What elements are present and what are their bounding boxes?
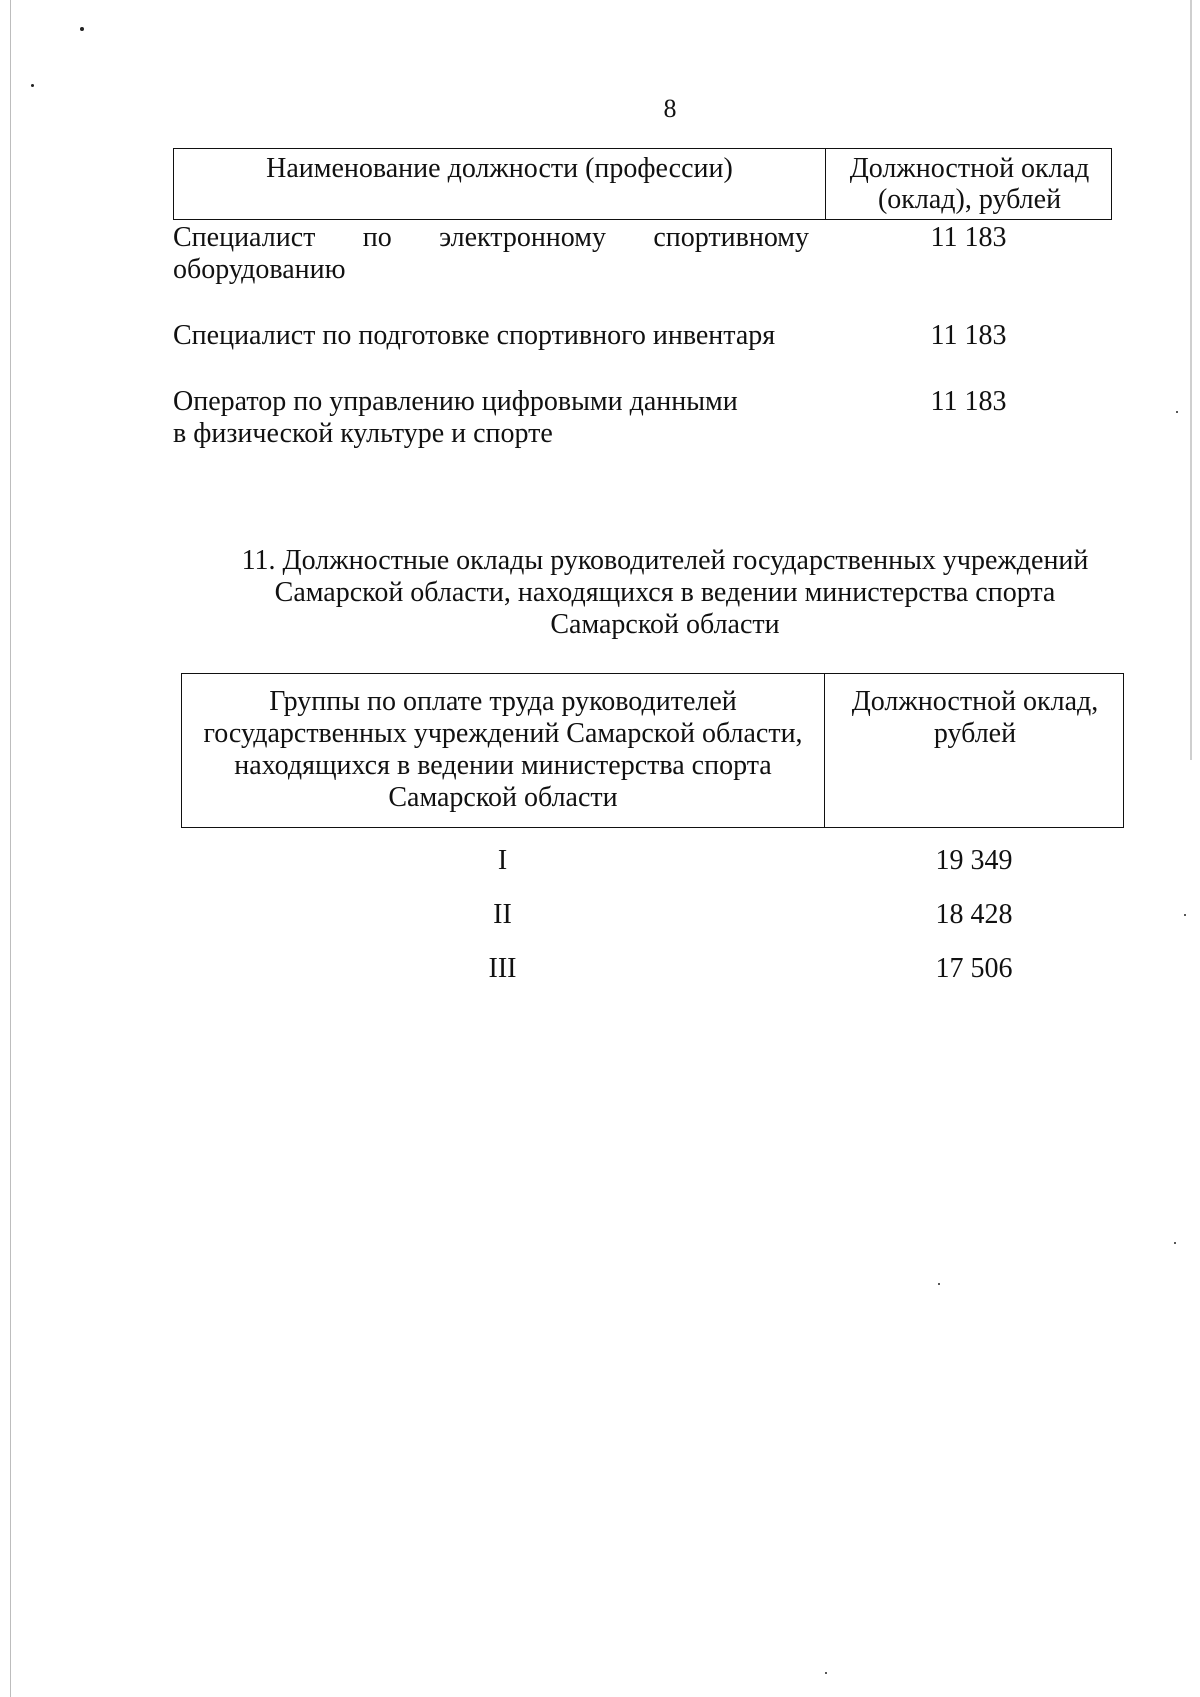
salary-header-line: Должностной оклад (849, 153, 1090, 184)
managers-salary-table-header (181, 673, 1124, 828)
position-name-line (173, 222, 809, 254)
table-row (173, 320, 1112, 352)
section-title-line: Самарской области (550, 609, 780, 640)
table-row (181, 942, 1124, 996)
manager-salary-value: 18 428 (935, 899, 1013, 930)
scan-speck (1184, 914, 1186, 916)
manager-salary-value: 17 506 (935, 953, 1013, 984)
scan-speck (825, 1672, 827, 1674)
pay-group: II (493, 899, 512, 930)
pay-group-header-line: государственных учреждений Самарской области, (203, 718, 803, 749)
position-name-header: Наименование должности (профессии) (174, 149, 826, 219)
positions-table (173, 148, 1112, 450)
salary-value: 11 183 (930, 320, 1007, 351)
position-name-line: Специалист по подготовке спортивного инвентаря (173, 320, 776, 351)
position-name-word: электронному (439, 222, 606, 253)
scan-speck (80, 27, 84, 31)
position-name-word: по (362, 222, 392, 253)
section-title-line: Самарской области, находящихся в ведении министерства спорта (274, 577, 1056, 608)
salary-value: 11 183 (930, 222, 1007, 253)
position-name-word: спортивному (653, 222, 810, 253)
pay-group: III (488, 953, 517, 984)
managers-salary-table (181, 673, 1124, 996)
table-row (181, 834, 1124, 888)
position-name-line: в физической культуре и спорте (173, 418, 553, 449)
pay-group-header-line: находящихся в ведении министерства спорта (234, 750, 772, 781)
table-row (181, 888, 1124, 942)
manager-salary-header-line: рублей (933, 718, 1017, 749)
manager-salary-header (825, 674, 1125, 827)
positions-table-header (173, 148, 1112, 220)
section-title-line: 11. Должностные оклады руководителей государственных учреждений (241, 545, 1089, 576)
scan-speck (1176, 411, 1178, 413)
pay-group-header-line: Группы по оплате труда руководителей (269, 686, 737, 717)
pay-group: I (497, 845, 508, 876)
scan-speck (31, 84, 34, 87)
left-scan-edge (10, 0, 11, 1697)
salary-header-line: (оклад), рублей (877, 184, 1062, 215)
manager-salary-header-line: Должностной оклад, (851, 686, 1099, 717)
scan-speck (1174, 1242, 1176, 1244)
salary-header (826, 149, 1113, 219)
salary-value: 11 183 (930, 386, 1007, 417)
section-11-title (230, 545, 1100, 641)
scan-speck (938, 1283, 940, 1285)
pay-group-header-line: Самарской области (388, 782, 618, 813)
position-name-line: оборудованию (173, 254, 346, 285)
position-name (173, 320, 825, 352)
position-name (173, 222, 825, 286)
table-row (173, 386, 1112, 450)
position-name-line: Оператор по управлению цифровыми данными (173, 386, 738, 417)
manager-salary-value: 19 349 (935, 845, 1013, 876)
pay-group-header (182, 674, 825, 827)
table-row (173, 222, 1112, 286)
page-number: 8 (663, 94, 677, 123)
position-name-word: Специалист (173, 222, 316, 253)
position-name (173, 386, 825, 450)
